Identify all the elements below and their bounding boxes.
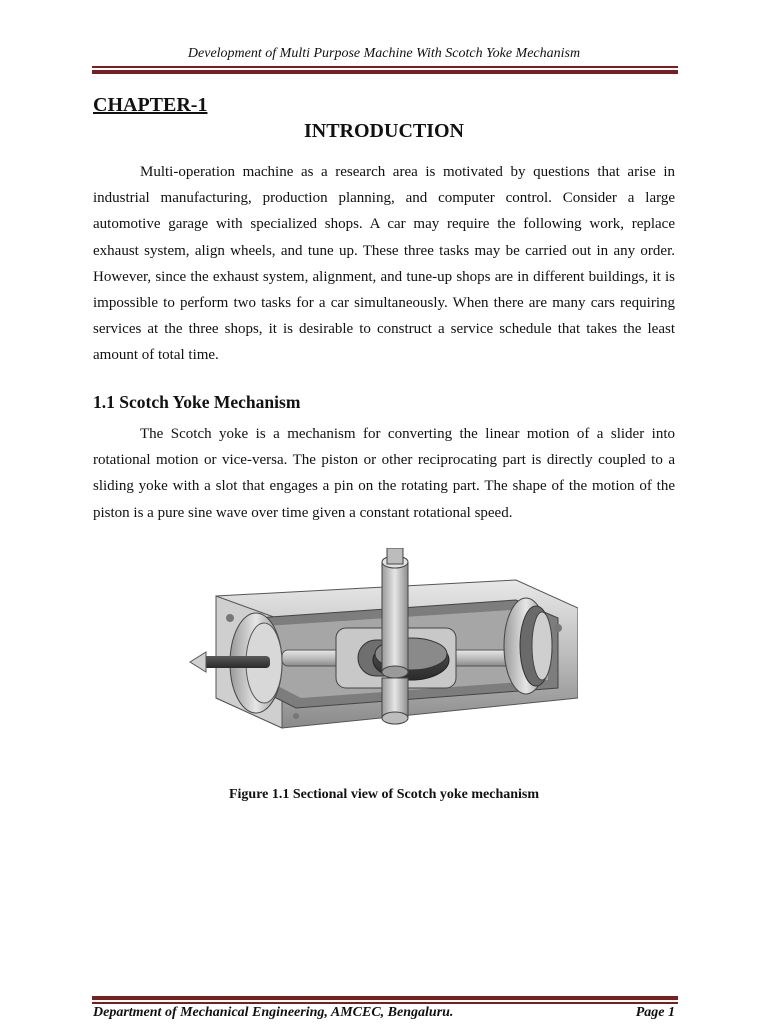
section-heading: 1.1 Scotch Yoke Mechanism — [93, 392, 301, 412]
header-title: Development of Multi Purpose Machine With Scotch Yoke Mechanism — [187, 46, 581, 61]
header-rule-thick — [92, 70, 678, 74]
footer-department: Department of Mechanical Engineering, AMCEC, Bengaluru. — [93, 1005, 454, 1020]
intro-paragraph: Multi-operation machine as a research area is motivated by questions that arise in industrial manufacturing, production planning, and computer control. Consider a large automotive garage with specialized shops. A car may require the following work, replace exhaust system, align wheels, and tune up. These three tasks may be carried out in any order. However, since the exhaust system, alignment, and tune-up shops are in different buildings, it is impossible to perform two tasks for a car simultaneously. When there are many cars requiring services at the three shops, it is desirable to construct a service schedule that takes the least amount of total time. — [93, 164, 675, 364]
footer-page-number: Page 1 — [635, 1005, 675, 1020]
section-paragraph: The Scotch yoke is a mechanism for converting the linear motion of a slider into rotational motion or vice-versa. The piston or other reciprocating part is directly coupled to a sliding yoke with a slot that engages a pin on the rotating part. The shape of the motion of the piston is a pure sine wave over time given a constant rotational speed. — [93, 426, 675, 521]
figure-caption: Figure 1.1 Sectional view of Scotch yoke mechanism — [228, 787, 540, 802]
chapter-title: INTRODUCTION — [303, 120, 465, 142]
chapter-label: CHAPTER-1 — [93, 94, 208, 116]
footer-rule-thick — [92, 996, 678, 1000]
scotch-yoke-figure — [186, 548, 578, 744]
footer-rule-thin — [92, 1002, 678, 1004]
header-rule-thin — [92, 66, 678, 68]
